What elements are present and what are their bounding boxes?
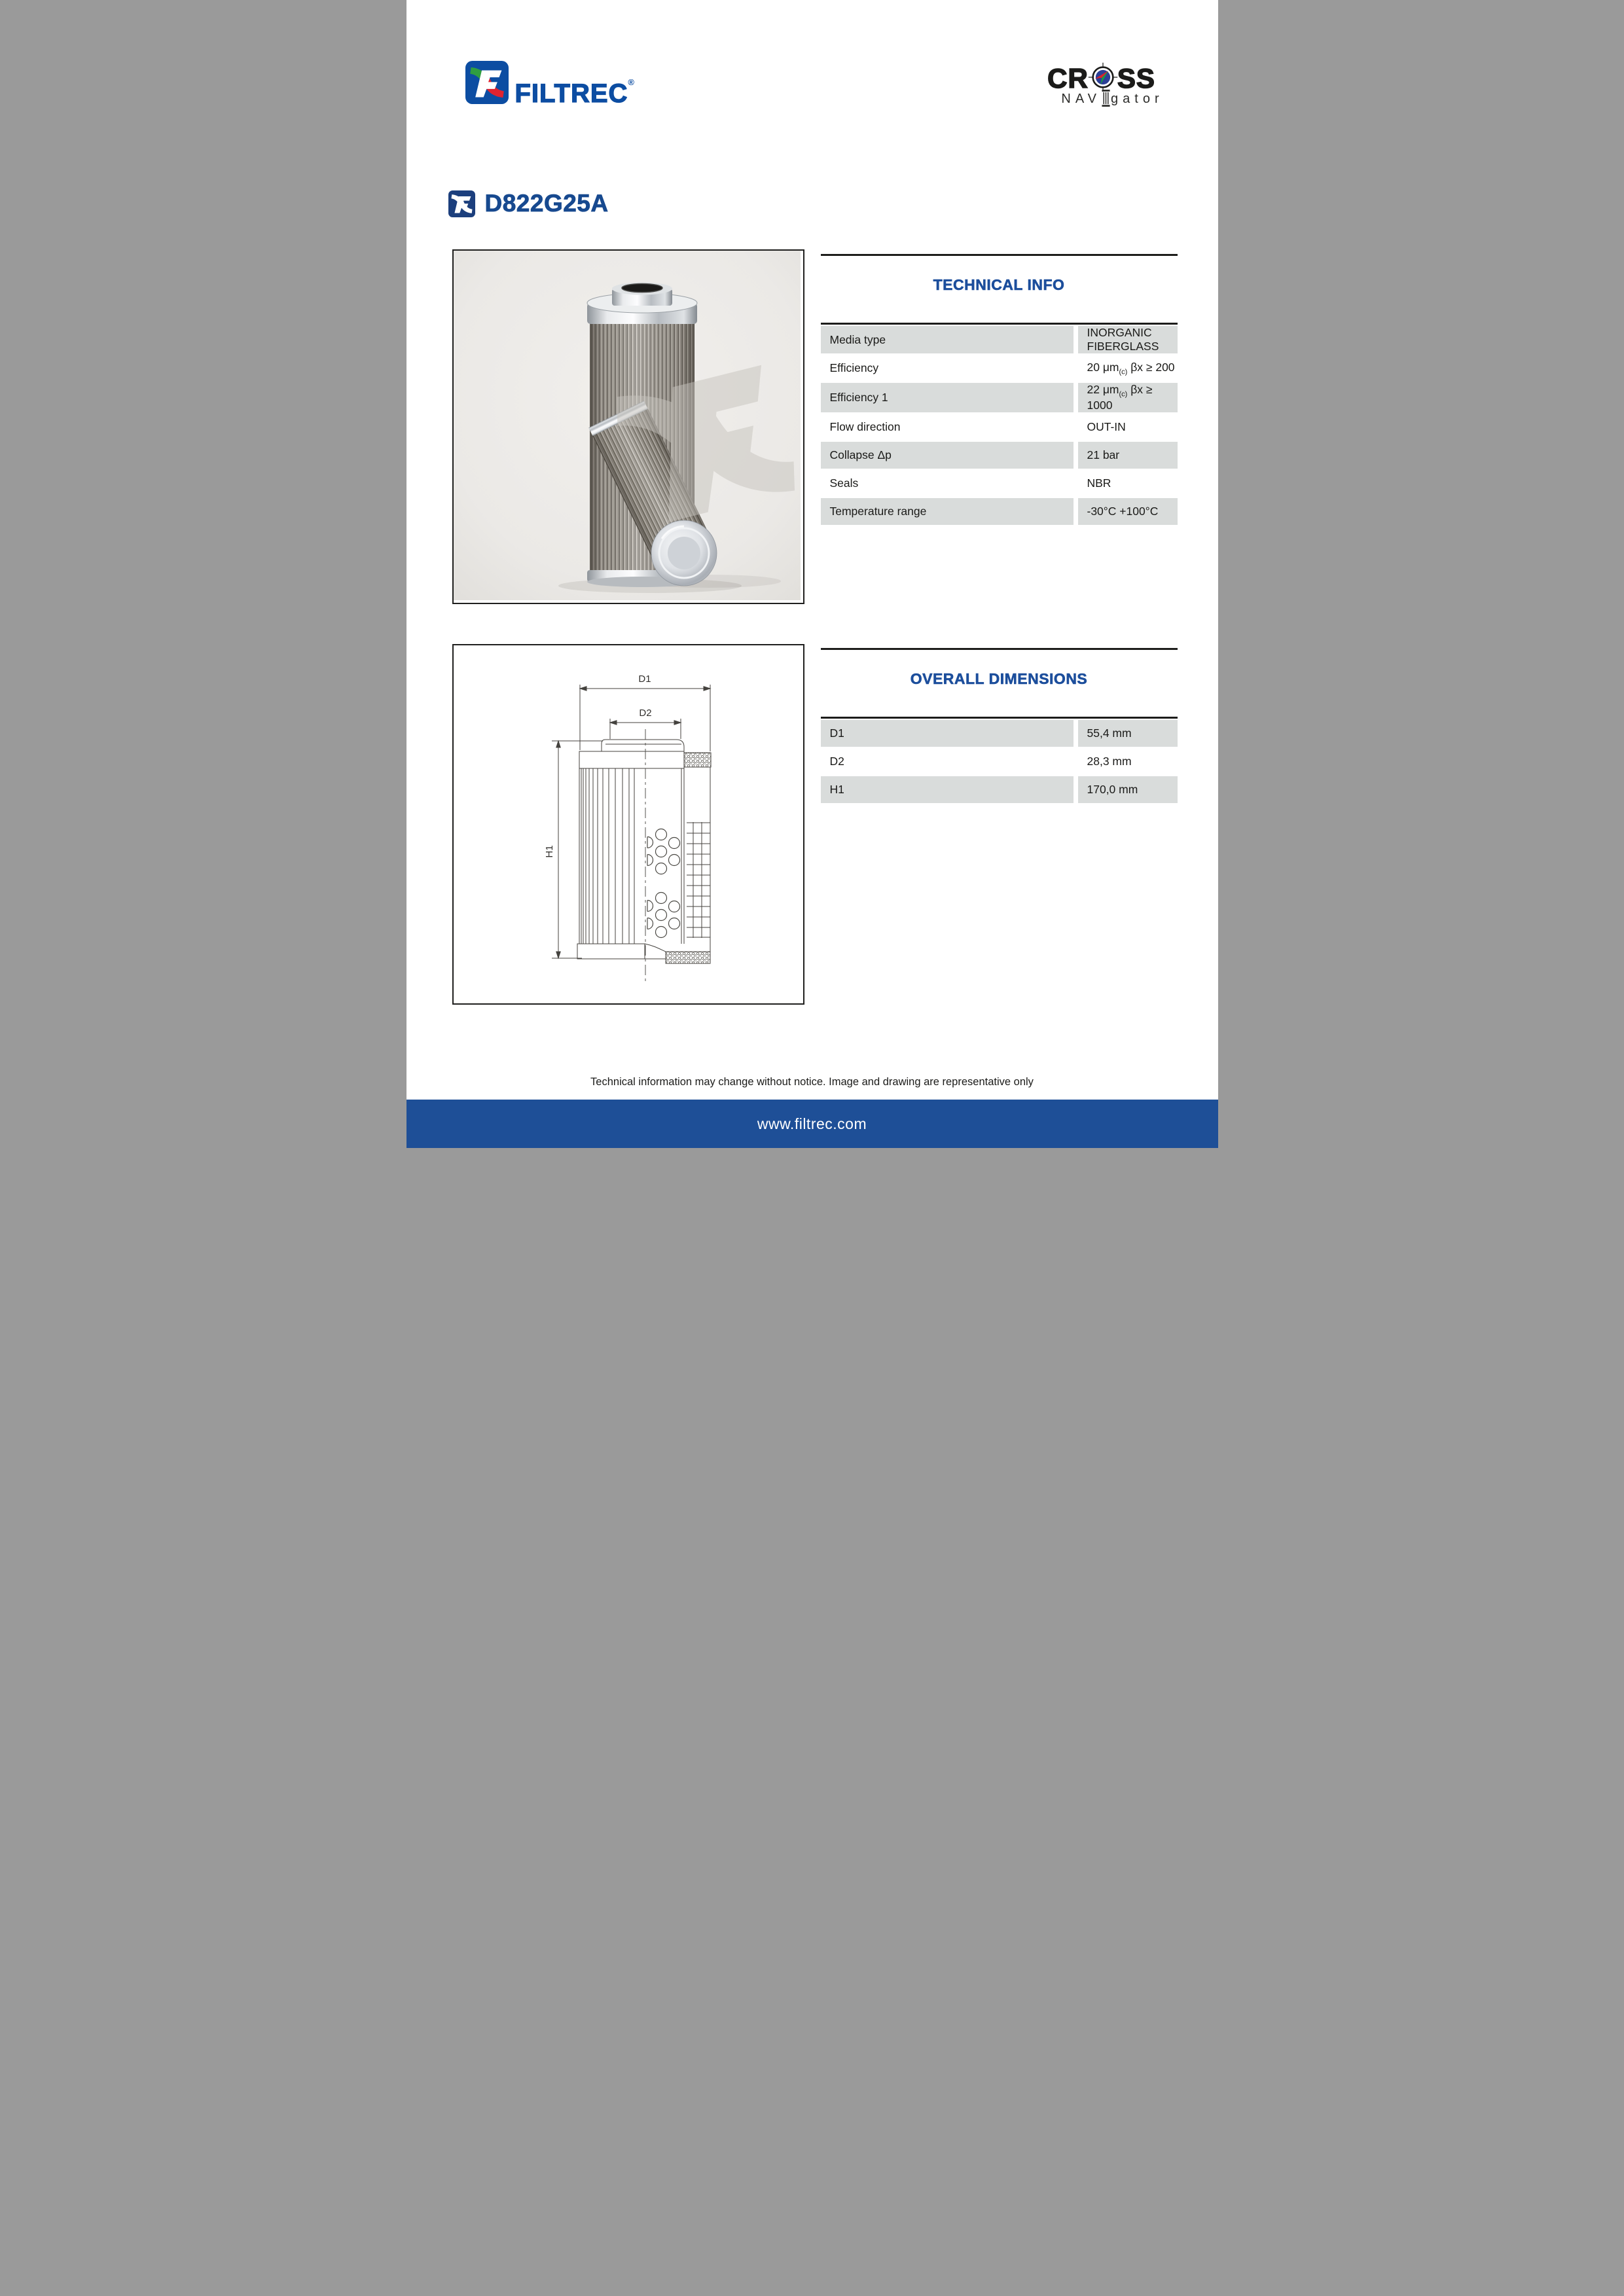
table-row [821,776,1178,803]
row-value: 170,0 mm [1074,776,1178,803]
row-label: Flow direction [821,414,1074,440]
product-title-row [448,190,609,217]
tagline-post: gator [1111,92,1164,106]
table-row [821,442,1178,469]
row-label: Efficiency 1 [821,383,1074,412]
technical-info-table [821,323,1178,526]
cross-text-pre: CR [1047,63,1089,94]
row-value: 22 $\mu m_{(c)}$ βx ≥ 1000 [1074,383,1178,412]
drawing-label-d2: D2 [638,708,652,719]
section-title: TECHNICAL INFO [933,276,1065,293]
product-code-icon [448,190,475,217]
cross-wordmark [1030,62,1174,92]
table-row [821,383,1178,412]
row-label: D1 [821,720,1074,747]
tagline-pre: NAV [1061,92,1102,106]
drawing-label-h1: H1 [543,845,555,858]
website-text: www.filtrec.com [757,1115,867,1132]
row-value: 28,3 mm [1074,748,1178,775]
row-label: Media type [821,326,1074,353]
bottom-bar [406,1100,1218,1148]
overall-dimensions-table [821,717,1178,804]
row-label: Collapse Δp [821,442,1074,469]
table-row [821,498,1178,525]
product-photo [452,249,804,604]
table-row [821,470,1178,497]
row-value: 21 bar [1074,442,1178,469]
drawing-label-d1: D1 [638,673,651,685]
table-row [821,748,1178,775]
product-photo-image [454,251,801,600]
table-row [821,720,1178,747]
row-label: Temperature range [821,498,1074,525]
datasheet-page [406,0,1218,1148]
column-icon [1102,90,1110,107]
row-value: -30°C +100°C [1074,498,1178,525]
section-title: OVERALL DIMENSIONS [910,670,1088,687]
row-value: NBR [1074,470,1178,497]
row-value: 55,4 mm [1074,720,1178,747]
technical-drawing [452,644,804,1005]
compass-icon [1088,62,1118,92]
registered-mark: ® [628,77,635,87]
filtrec-logo [465,61,636,115]
technical-info-section [821,254,1178,526]
row-value: OUT-IN [1074,414,1178,440]
row-label: D2 [821,748,1074,775]
row-label: Seals [821,470,1074,497]
table-row [821,355,1178,382]
row-label: H1 [821,776,1074,803]
table-row [821,414,1178,440]
overall-dimensions-section [821,648,1178,804]
table-row [821,326,1178,353]
technical-drawing-image [454,645,801,1001]
cross-text-post: SS [1117,63,1155,94]
row-value: INORGANIC FIBERGLASS [1074,326,1178,353]
row-label: Efficiency [821,355,1074,382]
filtrec-wordmark [515,61,636,115]
page-title: D822G25A [484,190,609,217]
row-value: 20 $\mu m_{(c)}$ βx ≥ 200 [1074,355,1178,382]
filtrec-logo-mark-icon [465,61,509,104]
cross-navigator-logo [1030,62,1174,107]
brand-text: FILTREC [514,79,628,108]
footer-disclaimer: Technical information may change without notice. Image and drawing are representative only [590,1076,1034,1088]
